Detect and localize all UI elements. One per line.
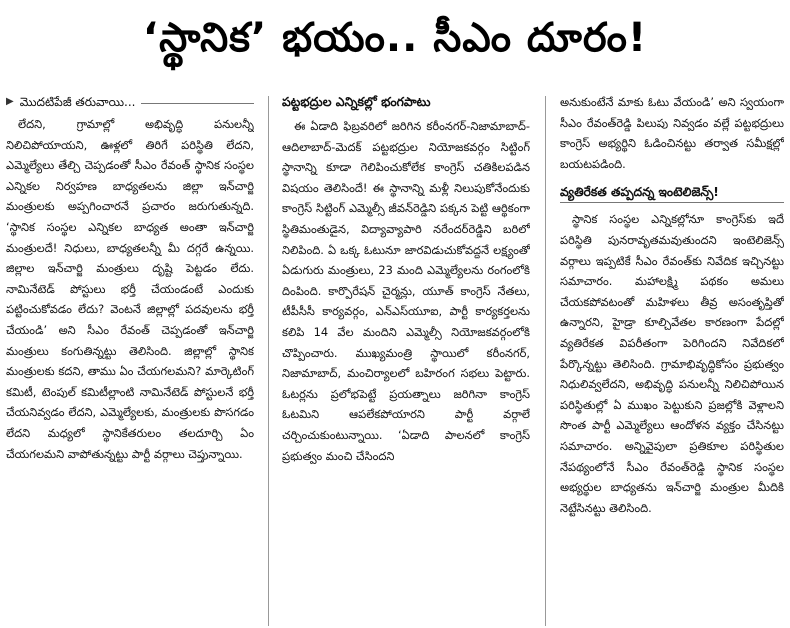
column-2-paragraph: ఈ ఏడాది ఫిబ్రవరిలో జరిగిన కరీంనగర్-నిజామాబాద్-ఆదిలాబాద్-మెదక్ పట్టభద్రుల నియోజకవర్గం సిట్టింగ్ స్థానాన్ని కూడా గెలిపించుకోలేక కాంగ్రెస్ చతికిలపడిన విషయం తెలిసిందే! ఈ స్థానాన్ని మళ్లీ నిలుపుకోనేందుకు కాంగ్రెస్ సిట్టింగ్ ఎమ్మెల్సీ జీవన్‌రెడ్డిని పక్కన పెట్టి ఆర్థికంగా స్థితిమంతుడైన, విద్యావ్యాపారి నరేందర్‌రెడ్డిని బరిలో నిలిపింది. ఏ ఒక్క ఓటునూ జారవిడుచుకోవద్దనే లక్ష్యంతో ఏడుగురు మంత్రులు, 23 మంది ఎమ్మెల్యేలను రంగంలోకి దింపింది. కార్పొరేషన్ చైర్మన్లు, యూత్ కాంగ్రెస్ నేతలు, టీపీసీసీ కార్యవర్గం, ఎన్ఎస్‌యూఐ, పార్టీ కార్యకర్తలను కలిపి 14 వేల మందిని ఎమ్మెల్సీ నియోజకవర్గంలోకి చొప్పించారు. ముఖ్యమంత్రి స్థాయిలో కరీంనగర్, నిజామాబాద్, మంచిర్యాలలో బహిరంగ సభలు పెట్టారు. ఓటర్లను ప్రలోభపెట్టే ప్రయత్నాలు జరిగినా కాంగ్రెస్ ఓటమిని ఆపలేకపోయారని పార్టీ వర్గాలే చర్చించుకుంటున్నాయి. ‘ఏడాది పాలనలో కాంగ్రెస్ ప్రభుత్వం మంచి చేసిందని (282, 119, 530, 463)
article-body (0, 92, 790, 628)
column-1 (6, 92, 254, 628)
continuation-kicker (6, 92, 254, 112)
column-3-paragraph-a: అనుకుంటేనే మాకు ఓటు వేయండి’ అని స్వయంగా సీఎం రేవంత్‌రెడ్డి పిలుపు నివ్వడం వల్లే పట్టభద్రులు కాంగ్రెస్ అభ్యర్థిని ఓడించినట్టు తర్వాత సమీక్షల్లో బయటపడింది. (560, 95, 784, 171)
column-3 (560, 92, 784, 628)
column-divider (268, 96, 269, 626)
subheading-graduates-election: పట్టభద్రుల ఎన్నికల్లో భంగపాటు (282, 94, 431, 109)
column-1-paragraph: లేదని, గ్రామాల్లో అభివృద్ధి పనులన్నీ నిలిచిపోయాయని, ఊళ్లలో తిరిగే పరిస్థితి లేదని, ఎమ్మెల్యేలు తేల్చి చెప్పడంతో సీఎం రేవంత్ స్థానిక సంస్థల ఎన్నికల నిర్వహణ బాధ్యతలను జిల్లా ఇన్‌చార్జి మంత్రులకు అప్పగించారనే ప్రచారం జరుగుతున్నది. ‘స్థానిక సంస్థల ఎన్నికల బాధ్యత అంతా ఇన్‌చార్జి మంత్రులదే! నిధులు, బాధ్యతలన్నీ మీ దగ్గరే ఉన్నయి. జిల్లాల ఇన్‌చార్జి మంత్రులు దృష్టి పెట్టడం లేదు. నామినేటెడ్ పోస్టులు భర్తీ చేయండంటే ఎందుకు పట్టించుకోవడం లేదు? వెంటనే జిల్లాల్లో పదవులను భర్తీ చేయండి’ అని సీఎం రేవంత్ చెప్పడంతో ఇన్‌చార్జి మంత్రులు కంగుతిన్నట్టు తెలిసింది. జిల్లాల్లో స్థానిక మంత్రులకు కదని, తాము ఏం చేయగలమని? మార్కెటింగ్ కమిటీ, టెంపుల్ కమిటీల్లాంటి నామినేటెడ్ పోస్టులనే భర్తీ చేయనివ్వడం లేదని, ఎమ్మెల్యేలకు, మంత్రులకు పొసగడం లేదని మధ్యలో స్థానికేతరులం తలదూర్చి ఏం చేయగలమని వాపోతున్నట్టు పార్టీ వర్గాలు చెప్తున్నాయి. (6, 117, 254, 461)
kicker-text: మొదటిపేజీ తరువాయి... (19, 95, 136, 109)
kicker-rule (141, 103, 254, 104)
column-2 (282, 92, 530, 628)
subheading-intelligence: వ్యతిరేకత తప్పదన్న ఇంటెలిజెన్స్! (560, 182, 784, 203)
triangle-right-icon: ▶ (6, 96, 14, 107)
headline: ‘స్థానిక’ భయం.. సీఎం దూరం! (142, 15, 648, 61)
column-3-paragraph-b: స్థానిక సంస్థల ఎన్నికల్లోనూ కాంగ్రెస్‌కు ఇదే పరిస్థితి పునరావృతమవుతుందని ఇంటెలిజెన్స్ వర్గాలు ఇప్పటికే సీఎం రేవంత్‌కు నివేదిక ఇచ్చినట్టు సమాచారం. మహాలక్ష్మి పథకం అమలు చేయకపోవటంతో మహిళలు తీవ్ర అసంతృప్తితో ఉన్నారని, హైడ్రా కూల్చివేతల కారణంగా పేదల్లో వ్యతిరేకత విపరీతంగా పెరిగిందని నివేదికలో పేర్కొన్నట్టు తెలిసింది. గ్రామాభివృద్ధికోసం ప్రభుత్వం నిధులివ్వలేదని, అభివృద్ధి పనులన్నీ నిలిచిపోయిన పరిస్థితుల్లో ఏ ముఖం పెట్టుకుని ప్రజల్లోకి వెళ్లాలని సొంత పార్టీ ఎమ్మెల్యేలు ఆందోళన వ్యక్తం చేసినట్టు సమాచారం. అన్నివైపులా ప్రతికూల పరిస్థితుల నేపథ్యంలోనే సీఎం రేవంత్‌రెడ్డి స్థానిక సంస్థల అభ్యర్థుల బాధ్యతను ఇన్‌చార్జి మంత్రుల మీదికి నెట్టేసినట్టు తెలిసింది. (560, 212, 784, 515)
column-divider (545, 96, 546, 626)
